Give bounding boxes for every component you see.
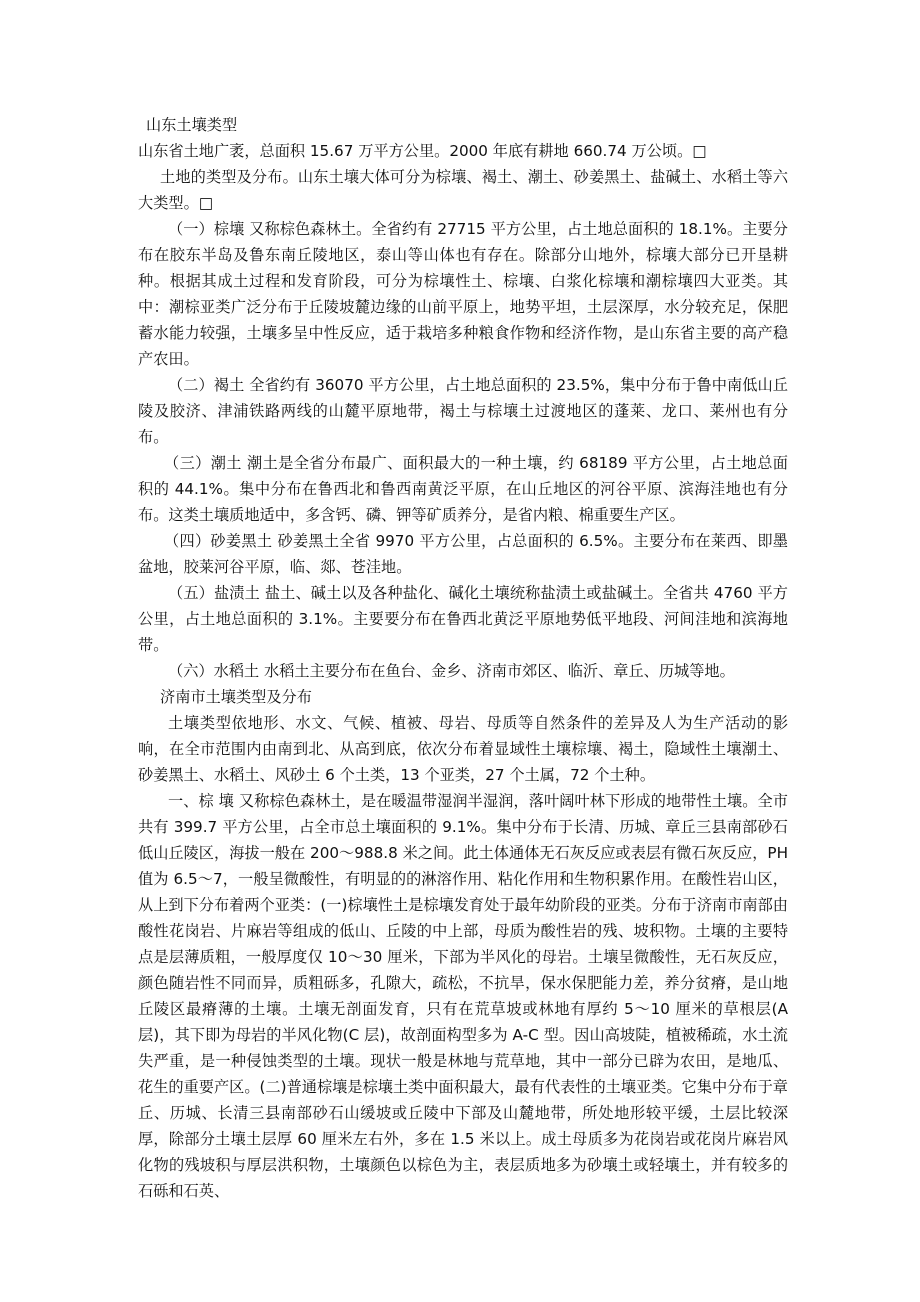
paragraph-cinnamon-soil: （二）褐土 全省约有 36070 平方公里，占土地总面积的 23.5%，集中分布于鲁中南低山丘陵及胶济、津浦铁路两线的山麓平原地带，褐土与棕壤土过渡地区的蓬莱、龙口、莱州也有分布。 [138,376,788,446]
paragraph-soil-types: 土地的类型及分布。山东土壤大体可分为棕壤、褐土、潮土、砂姜黑土、盐碱土、水稻土等六大类型。□ [138,168,788,212]
paragraph-shajiang-black-soil: （四）砂姜黑土 砂姜黑土全省 9970 平方公里，占总面积的 6.5%。主要分布在莱西、即墨盆地，胶莱河谷平原，临、郯、苍洼地。 [138,532,788,576]
section-heading-jinan: 济南市土壤类型及分布 [160,688,312,706]
document-body [138,112,788,1204]
paragraph-jinan-brown-earth: 一、棕 壤 又称棕色森林土，是在暖温带湿润半湿润，落叶阔叶林下形成的地带性土壤。全市共有 399.7 平方公里，占全市总土壤面积的 9.1%。集中分布于长清、历城、章丘三县南部砂石低山丘陵区，海拔一般在 200～988.8 米之间。此土体通体无石灰反应或表层有微石灰反应，PH 值为 6.5～7，一般呈微酸性，有明显的的淋溶作用、粘化作用和生物积累作用。在酸性岩山区，从上到下分布着两个亚类：(一)棕壤性土是棕壤发育处于最年幼阶段的亚类。分布于济南市南部由酸性花岗岩、片麻岩等组成的低山、丘陵的中上部，母质为酸性岩的残、坡积物。土壤的主要特点是层薄质粗，一般厚度仅 10～30 厘米，下部为半风化的母岩。土壤呈微酸性，无石灰反应，颜色随岩性不同而异，质粗砾多，孔隙大，疏松，不抗旱，保水保肥能力差，养分贫瘠，是山地丘陵区最瘠薄的土壤。土壤无剖面发育，只有在荒草坡或林地有厚约 5～10 厘米的草根层(A 层)，其下即为母岩的半风化物(C 层)，故剖面构型多为 A-C 型。因山高坡陡，植被稀疏，水土流失严重，是一种侵蚀类型的土壤。现状一般是林地与荒草地，其中一部分已辟为农田，是地瓜、花生的重要产区。(二)普通棕壤是棕壤土类中面积最大，最有代表性的土壤亚类。它集中分布于章丘、历城、长清三县南部砂石山缓坡或丘陵中下部及山麓地带，所处地形较平缓，土层比较深厚，除部分土壤土层厚 60 厘米左右外，多在 1.5 米以上。成土母质多为花岗岩或花岗片麻岩风化物的残坡积与厚层洪积物，土壤颜色以棕色为主，表层质地多为砂壤土或轻壤土，并有较多的石砾和石英、 [138,792,788,1200]
paragraph-saline-soil: （五）盐渍土 盐土、碱土以及各种盐化、碱化土壤统称盐渍土或盐碱土。全省共 4760 平方公里，占土地总面积的 3.1%。主要要分布在鲁西北黄泛平原地势低平地段、河间洼地和滨海地带。 [138,584,788,654]
paragraph-paddy-soil: （六）水稻土 水稻土主要分布在鱼台、金乡、济南市郊区、临沂、章丘、历城等地。 [168,662,735,680]
paragraph-jinan-distribution: 土壤类型依地形、水文、气候、植被、母岩、母质等自然条件的差异及人为生产活动的影响，在全市范围内由南到北、从高到底，依次分布着显域性土壤棕壤、褐土，隐域性土壤潮土、砂姜黑土、水稻土、风砂土 6 个土类，13 个亚类，27 个土属，72 个土种。 [138,714,788,784]
document-title: 山东土壤类型 [146,116,238,134]
paragraph-overview: 山东省土地广袤，总面积 15.67 万平方公里。2000 年底有耕地 660.74 万公顷。□ [138,142,707,160]
paragraph-fluvo-aquic-soil: （三）潮土 潮土是全省分布最广、面积最大的一种土壤，约 68189 平方公里，占土地总面积的 44.1%。集中分布在鲁西北和鲁西南黄泛平原，在山丘地区的河谷平原、滨海洼地也有分布。这类土壤质地适中，多含钙、磷、钾等矿质养分，是省内粮、棉重要生产区。 [138,454,788,524]
paragraph-brown-earth: （一）棕壤 又称棕色森林土。全省约有 27715 平方公里，占土地总面积的 18.1%。主要分布在胶东半岛及鲁东南丘陵地区，泰山等山体也有存在。除部分山地外，棕壤大部分已开垦耕种。根据其成土过程和发育阶段，可分为棕壤性土、棕壤、白浆化棕壤和潮棕壤四大亚类。其中：潮棕亚类广泛分布于丘陵坡麓边缘的山前平原上，地势平坦，土层深厚，水分较充足，保肥蓄水能力较强，土壤多呈中性反应，适于栽培多种粮食作物和经济作物，是山东省主要的高产稳产农田。 [138,220,788,368]
